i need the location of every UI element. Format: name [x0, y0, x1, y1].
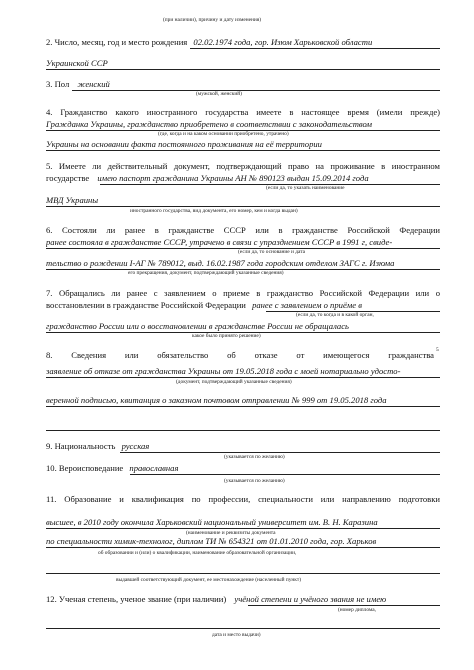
underline [248, 605, 440, 606]
education-hint-3: выдавшей соответствующий документ, ее местонахождение (населенный пункт) [116, 577, 301, 583]
prior-application-hint-2: какое было принято решение) [192, 333, 261, 339]
education-value-2: по специальности химик-технолог, диплом ТИ № 654321 от 01.01.2010 года, гор. Харьков [46, 536, 377, 546]
birth-date-place-value: 02.02.1974 года, гор. Изюм Харьковской области [193, 37, 373, 47]
citizenship-question: 4. Гражданство какого иностранного государства имеете в настоящее время (имели прежде) [46, 107, 440, 117]
academic-degree-hint-1: (номер диплома, [338, 607, 377, 613]
underline [130, 474, 440, 475]
education-hint-2: об образовании и (или) о квалификации, наименование образовательной организации, [98, 550, 297, 556]
residence-document-value: имею паспорт гражданина Украины АН № 890123 выдан 15.09.2014 года [97, 173, 369, 183]
underline [46, 69, 440, 70]
underline [46, 406, 440, 407]
underline [46, 528, 440, 529]
residence-document-label: государстве [46, 173, 90, 183]
ussr-citizenship-question: 6. Состояли ли ранее в гражданстве СССР или в гражданстве Российской Федерации [46, 225, 440, 235]
citizenship-value-1: Гражданка Украины, гражданство приобретено в соответствии с законодательством [46, 119, 372, 129]
education-hint-1: (наименование и реквизиты документа [186, 530, 276, 536]
prior-application-question: 7. Обращались ли ранее с заявлением о приеме в гражданство Российской Федерации или о [46, 288, 440, 298]
renunciation-question: 8. Сведения или обязательство об отказе от имеющегося гражданства [46, 350, 434, 360]
prior-application-value-2: гражданство России или о восстановлении в гражданстве России не обращалась [46, 321, 349, 331]
underline [46, 573, 440, 574]
nationality-hint: (указывается по желанию) [224, 454, 285, 460]
underline [72, 90, 440, 91]
religion-value: православная [129, 463, 179, 473]
education-value-1: высшее, в 2010 году окончила Харьковский национальный университет им. В. Н. Каразина [46, 517, 378, 527]
residence-document-question: 5. Имеете ли действительный документ, подтверждающий право на проживание в иностранном [46, 161, 440, 171]
renunciation-value-1: заявление об отказе от гражданства Украины от 19.05.2018 года с моей нотариально удосто- [46, 366, 401, 376]
citizenship-hint: (где, когда и на каком основании приобретено, утрачено) [158, 131, 289, 137]
underline [46, 547, 440, 548]
underline [46, 150, 440, 151]
underline [46, 430, 440, 431]
religion-label: 10. Вероисповедание [46, 463, 124, 473]
citizenship-value-2: Украины на основании факта постоянного проживания на её территории [46, 139, 322, 149]
birth-date-place-label: 2. Число, месяц, год и место рождения [46, 37, 188, 47]
prior-application-hint-1: (если да, то когда и в какой орган, [296, 312, 374, 318]
nationality-value: русская [121, 441, 150, 451]
sex-hint: (мужской, женский) [196, 91, 242, 97]
religion-hint: (указывается по желанию) [224, 478, 285, 484]
residence-document-issuer: МВД Украины [46, 195, 99, 205]
nationality-label: 9. Национальность [46, 441, 116, 451]
underline [120, 452, 440, 453]
birth-place-continued: Украинской ССР [46, 58, 108, 68]
underline [190, 48, 440, 49]
sex-value: женский [77, 79, 110, 89]
renunciation-value-2: веренной подписью, квитанция о заказном почтовом отправлении № 999 от 19.05.2018 года [46, 395, 387, 405]
sex-label: 3. Пол [46, 79, 70, 89]
education-question: 11. Образование и квалификация по профессии, специальности или направлению подготовки [46, 494, 440, 504]
residence-document-hint-2: иностранного государства, вид документа, его номер, кем и когда выдан) [130, 208, 298, 214]
ussr-citizenship-value-2: тельство о рождении I-АГ № 789012, выд. 16.02.1987 года городским отделом ЗАГС г. Изюма [46, 258, 395, 268]
footnote-marker: 5 [436, 347, 439, 353]
renunciation-hint: (документ, подтверждающий указанные сведения) [176, 379, 292, 385]
underline [46, 206, 440, 207]
name-change-hint: (при наличии), причину и дату изменения) [163, 17, 262, 23]
academic-degree-hint-2: дата и место выдачи) [212, 632, 261, 638]
prior-application-value-1: ранее с заявлением о приёме в [252, 300, 362, 310]
residence-document-hint-1: (если да, то указать наименование [266, 185, 345, 191]
underline [46, 628, 440, 629]
ussr-citizenship-hint-2: его прекращения, документ, подтверждающий указанные сведения) [128, 270, 284, 276]
prior-application-label: восстановлении в гражданстве Российской Федерации [46, 300, 246, 310]
academic-degree-value: учёной степени и учёного звания не имею [234, 594, 387, 604]
underline [46, 377, 440, 378]
ussr-citizenship-value-1: ранее состояла в гражданстве СССР, утрачено в связи с упразднением СССР в 1991 г, свиде- [46, 237, 393, 247]
academic-degree-label: 12. Ученая степень, ученое звание (при наличии) [46, 594, 227, 604]
ussr-citizenship-hint-1: (если да, то основание и дата [238, 249, 306, 255]
